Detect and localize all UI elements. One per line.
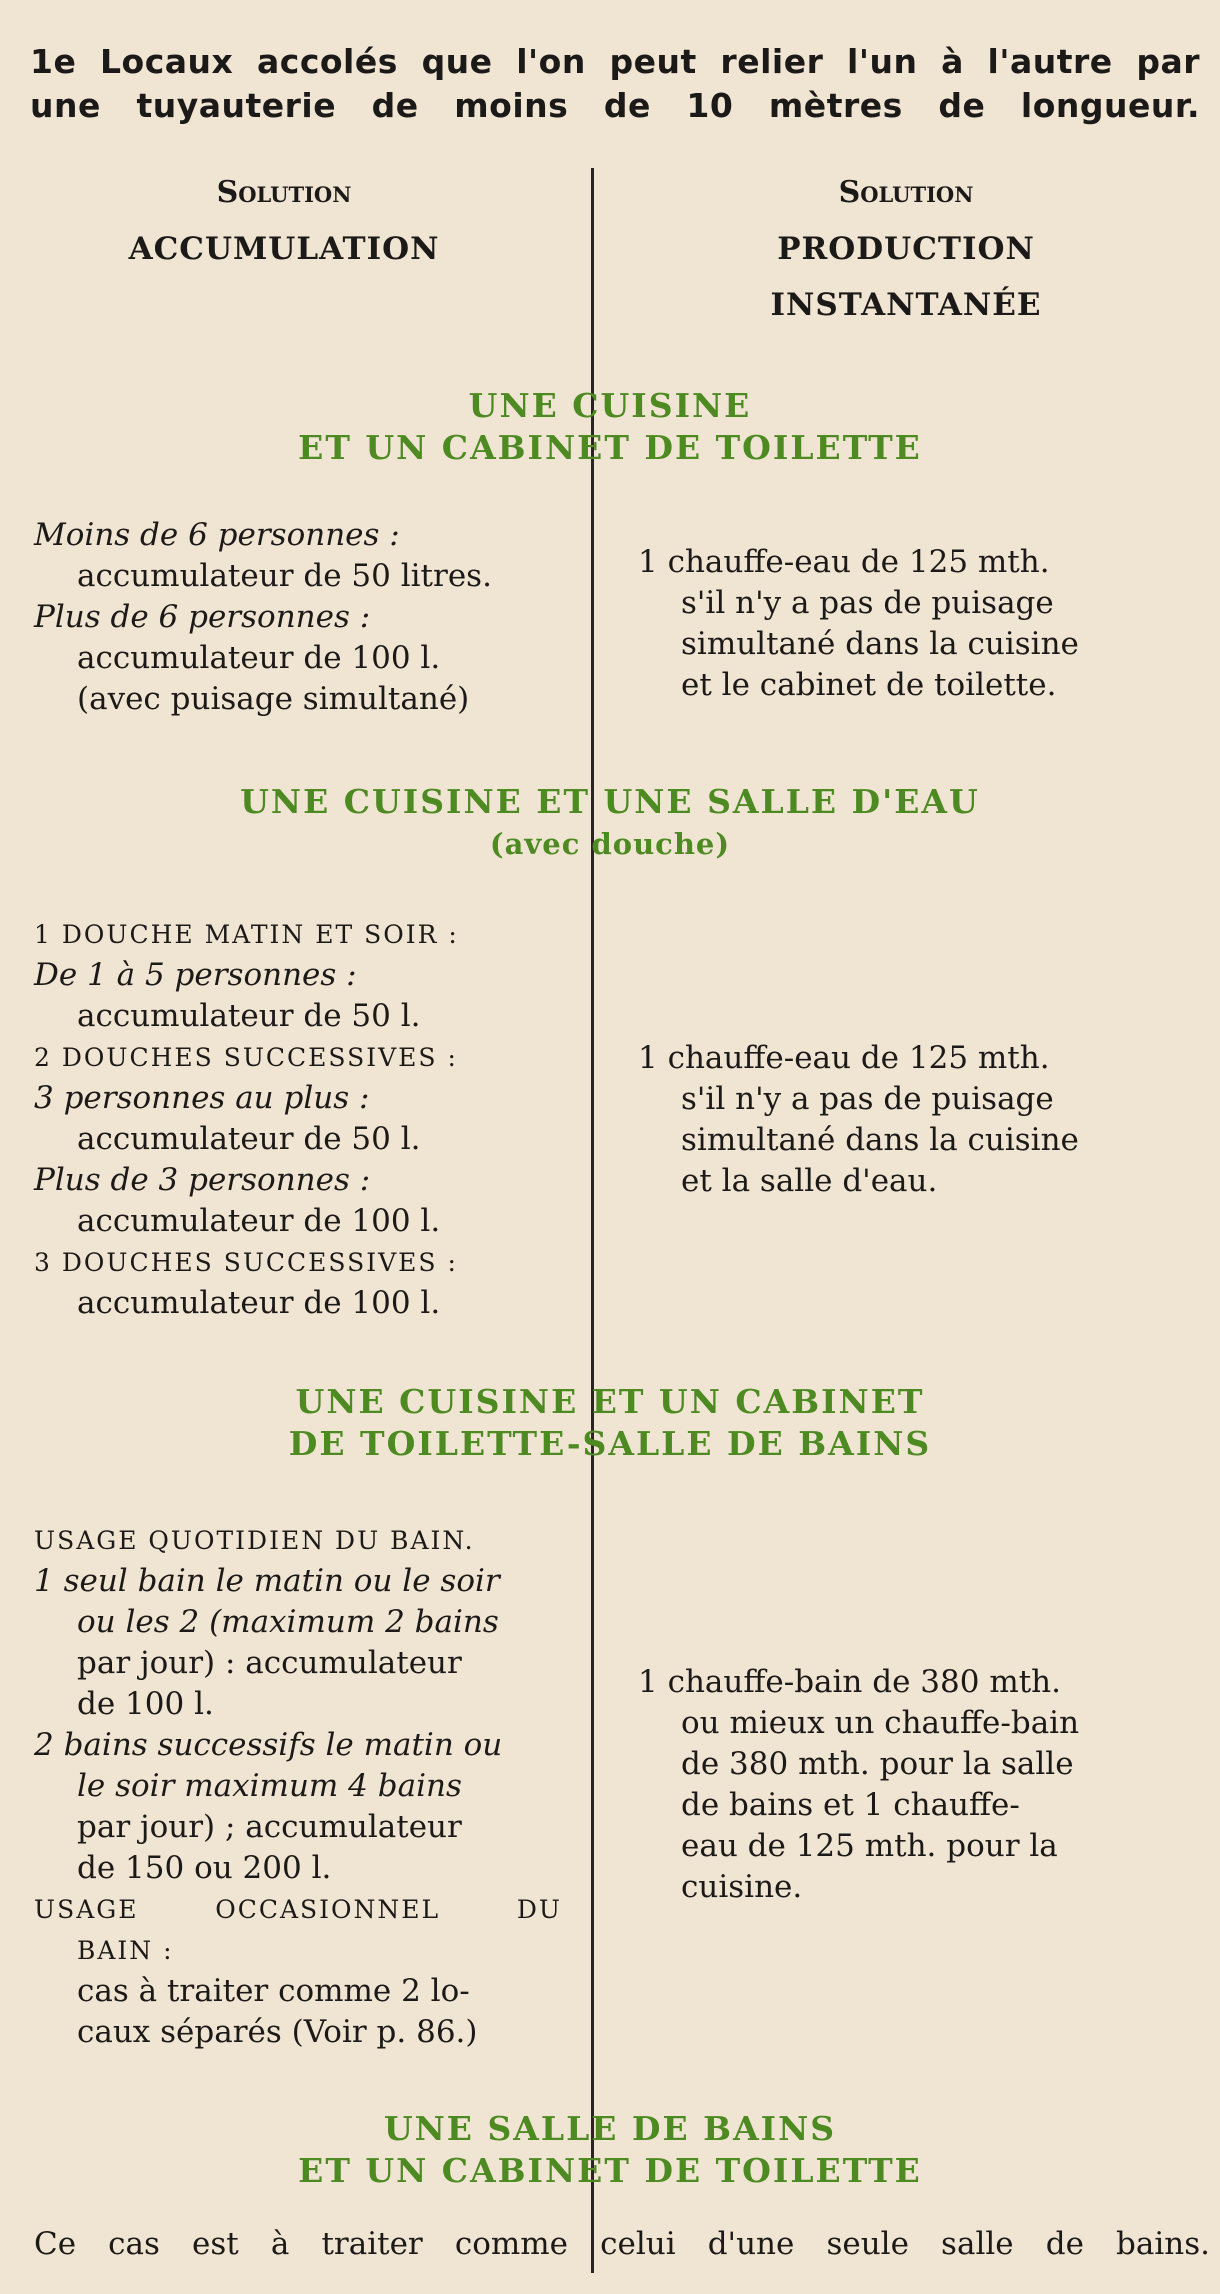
text-line: par jour) ; accumulateur [77, 1809, 462, 1845]
section-heading: UNE CUISINE ET UN CABINET DE TOILETTE [298, 386, 922, 467]
text-line: Plus de 3 personnes : [34, 1162, 371, 1198]
intro-line: une tuyauterie de moins de 10 mètres de longueur. [30, 86, 1200, 125]
text-line: USAGE OCCASIONNEL DU [34, 1895, 562, 1924]
text-line: 1 chauffe-bain de 380 mth. [638, 1664, 1061, 1700]
text-line: De 1 à 5 personnes : [34, 957, 357, 993]
text-line: accumulateur de 100 l. [77, 1285, 441, 1321]
text-line: cuisine. [681, 1869, 803, 1905]
section-3-production [638, 1662, 1178, 1908]
text-line: par jour) : accumulateur [77, 1645, 462, 1681]
text-line: ou mieux un chauffe-bain [681, 1705, 1080, 1741]
text-line: 3 DOUCHES SUCCESSIVES : [34, 1248, 458, 1277]
text-line: et le cabinet de toilette. [681, 667, 1057, 703]
intro-paragraph [30, 40, 1200, 128]
text-line: de bains et 1 chauffe- [681, 1787, 1020, 1823]
text-line: USAGE QUOTIDIEN DU BAIN. [34, 1526, 475, 1555]
text-line: de 100 l. [77, 1686, 214, 1722]
right-column-header [636, 165, 1176, 333]
section-2-accumulation [34, 914, 574, 1324]
text-line: caux séparés (Voir p. 86.) [77, 2014, 478, 2050]
text-line: de 150 ou 200 l. [77, 1850, 332, 1886]
section-2-production [638, 1038, 1178, 1202]
text-line: 1 seul bain le matin ou le soir [34, 1563, 500, 1599]
footer-note: Ce cas est à traiter comme celui d'une seule salle de bains. [34, 2226, 1210, 2262]
solution-label: Solution [838, 175, 974, 210]
text-line: 1 chauffe-eau de 125 mth. [638, 1040, 1050, 1076]
solution-label: Solution [216, 175, 352, 210]
text-line: le soir maximum 4 bains [77, 1768, 462, 1804]
text-line: et la salle d'eau. [681, 1163, 938, 1199]
text-line: cas à traiter comme 2 lo- [77, 1973, 470, 2009]
text-line: s'il n'y a pas de puisage [681, 1081, 1054, 1117]
section-1-accumulation [34, 515, 574, 720]
text-line: accumulateur de 50 l. [77, 998, 421, 1034]
text-line: (avec puisage simultané) [77, 681, 470, 717]
column-title: INSTANTANÉE [770, 287, 1042, 323]
text-line: 2 DOUCHES SUCCESSIVES : [34, 1043, 458, 1072]
column-divider [591, 168, 594, 2273]
intro-line: 1e Locaux accolés que l'on peut relier l'un à l'autre par [30, 42, 1200, 81]
text-line: 1 chauffe-eau de 125 mth. [638, 544, 1050, 580]
section-1-production [638, 542, 1178, 706]
left-column-header [14, 165, 554, 277]
column-title: ACCUMULATION [128, 231, 440, 267]
text-line: accumulateur de 50 litres. [77, 558, 492, 594]
section-heading: UNE CUISINE ET UNE SALLE D'EAU (avec douche) [240, 782, 980, 861]
text-line: ou les 2 (maximum 2 bains [77, 1604, 499, 1640]
text-line: simultané dans la cuisine [681, 626, 1079, 662]
text-line: accumulateur de 100 l. [77, 640, 441, 676]
text-line: accumulateur de 50 l. [77, 1121, 421, 1157]
text-line: eau de 125 mth. pour la [681, 1828, 1058, 1864]
text-line: simultané dans la cuisine [681, 1122, 1079, 1158]
text-line: 2 bains successifs le matin ou [34, 1727, 503, 1763]
section-heading: UNE SALLE DE BAINS ET UN CABINET DE TOILETTE [298, 2109, 922, 2190]
text-line: BAIN : [77, 1936, 174, 1965]
text-line: accumulateur de 100 l. [77, 1203, 441, 1239]
text-line: s'il n'y a pas de puisage [681, 585, 1054, 621]
text-line: de 380 mth. pour la salle [681, 1746, 1074, 1782]
text-line: 1 DOUCHE MATIN ET SOIR : [34, 920, 459, 949]
text-line: 3 personnes au plus : [34, 1080, 370, 1116]
column-title: PRODUCTION [777, 231, 1035, 267]
text-line: Moins de 6 personnes : [34, 517, 400, 553]
text-line: Plus de 6 personnes : [34, 599, 371, 635]
section-3-accumulation [34, 1520, 562, 2053]
section-heading: UNE CUISINE ET UN CABINET DE TOILETTE-SALLE DE BAINS [288, 1382, 932, 1463]
